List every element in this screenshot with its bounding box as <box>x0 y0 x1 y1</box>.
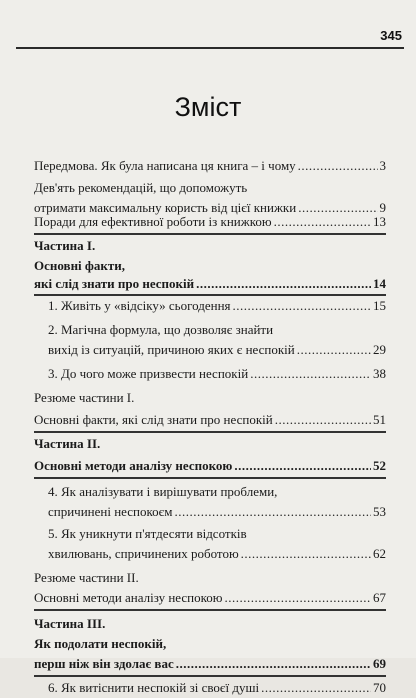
leader-dots <box>275 410 371 430</box>
leader-dots <box>298 156 378 176</box>
toc-entry-text-line1: 5. Як уникнути п'ятдесяти відсотків <box>48 526 247 541</box>
toc-entry-text: Передмова. Як була написана ця книга – і чому <box>34 158 296 173</box>
section-rule <box>34 233 386 235</box>
toc-page-number: 51 <box>373 412 386 427</box>
section-rule <box>34 477 386 479</box>
toc-entry-text-line1: 2. Магічна формула, що дозволяє знайти <box>48 322 274 337</box>
section-rule <box>34 609 386 611</box>
toc-page-number: 13 <box>373 214 386 229</box>
toc-entry-text: 6. Як витіснити неспокій зі своєї душі <box>48 680 260 695</box>
page-title: Зміст <box>174 92 242 122</box>
toc-entry-chapter-2[interactable] <box>48 320 386 360</box>
toc-entry-part-2[interactable] <box>34 456 386 476</box>
toc-entry-text-line1: Дев'ять рекомендацій, що допоможуть <box>34 180 248 195</box>
toc-page-number: 67 <box>373 590 386 605</box>
toc-entry-text-line1: 4. Як аналізувати і вирішувати проблеми, <box>48 484 278 499</box>
toc-page-number: 69 <box>373 656 386 671</box>
leader-dots <box>234 456 371 476</box>
part-1-title-line1: Основні факти, <box>34 258 126 273</box>
toc-entry-text: Основні методи аналізу неспокою <box>34 590 223 605</box>
header-rule <box>16 47 404 49</box>
toc-entry-part-1-summary[interactable] <box>34 410 386 430</box>
toc-page-number: 3 <box>379 158 386 173</box>
toc-entry-chapter-6[interactable] <box>48 678 386 698</box>
section-rule <box>34 431 386 433</box>
toc-entry-part-1[interactable] <box>34 274 386 294</box>
leader-dots <box>233 296 371 316</box>
leader-dots <box>274 212 371 232</box>
leader-dots <box>225 588 372 608</box>
toc-entry-part-3[interactable] <box>34 654 386 674</box>
section-rule <box>34 675 386 677</box>
toc-entry-text-line2: отримати максимальну користь від цієї книжки <box>34 200 297 215</box>
part-3-title-line1: Як подолати неспокій, <box>34 636 167 651</box>
toc-entry-chapter-4[interactable] <box>48 482 386 522</box>
toc-entry-chapter-1[interactable] <box>48 296 386 316</box>
leader-dots <box>196 274 371 294</box>
toc-page-number: 62 <box>373 546 386 561</box>
toc-entry-chapter-5[interactable] <box>48 524 386 564</box>
toc-entry-tips[interactable] <box>34 212 386 232</box>
toc-entry-text-line2: хвилювань, спричинених роботою <box>48 546 239 561</box>
toc-page-number: 15 <box>373 298 386 313</box>
part-1-title-line2: які слід знати про неспокій <box>34 276 195 291</box>
leader-dots <box>176 654 371 674</box>
part-1-heading: Частина I. <box>34 238 96 253</box>
toc-entry-text: Поради для ефективної роботи із книжкою <box>34 214 272 229</box>
toc-entry-text: 1. Живіть у «відсіку» сьогодення <box>48 298 231 313</box>
toc-entry-text: Основні факти, які слід знати про неспокій <box>34 412 273 427</box>
toc-entry-text: 3. До чого може призвести неспокій <box>48 366 249 381</box>
part-3-title-line2: перш ніж він здолає вас <box>34 656 174 671</box>
leader-dots <box>241 544 371 564</box>
part-2-title: Основні методи аналізу неспокою <box>34 458 233 473</box>
part-2-summary-heading: Резюме частини II. <box>34 570 139 585</box>
toc-page-number: 29 <box>373 342 386 357</box>
toc-entry-chapter-3[interactable] <box>48 364 386 384</box>
toc-entry-intro[interactable] <box>34 156 386 176</box>
part-1-summary-heading: Резюме частини I. <box>34 390 135 405</box>
leader-dots <box>174 502 371 522</box>
toc-entry-part-2-summary[interactable] <box>34 588 386 608</box>
toc-page-number: 70 <box>373 680 386 695</box>
part-2-heading: Частина II. <box>34 436 101 451</box>
toc-entry-text-line2: вихід із ситуацій, причиною яких є неспокій <box>48 342 295 357</box>
toc-page-number: 53 <box>373 504 386 519</box>
toc-page-number: 52 <box>373 458 386 473</box>
toc-entry-text-line2: спричинені неспокоєм <box>48 504 173 519</box>
leader-dots <box>261 678 371 698</box>
toc-page-number: 38 <box>373 366 386 381</box>
leader-dots <box>297 340 371 360</box>
part-3-heading: Частина III. <box>34 616 106 631</box>
page-number: 345 <box>380 28 402 43</box>
toc-page-number: 9 <box>379 200 386 215</box>
toc-page-number: 14 <box>373 276 386 291</box>
leader-dots <box>250 364 371 384</box>
